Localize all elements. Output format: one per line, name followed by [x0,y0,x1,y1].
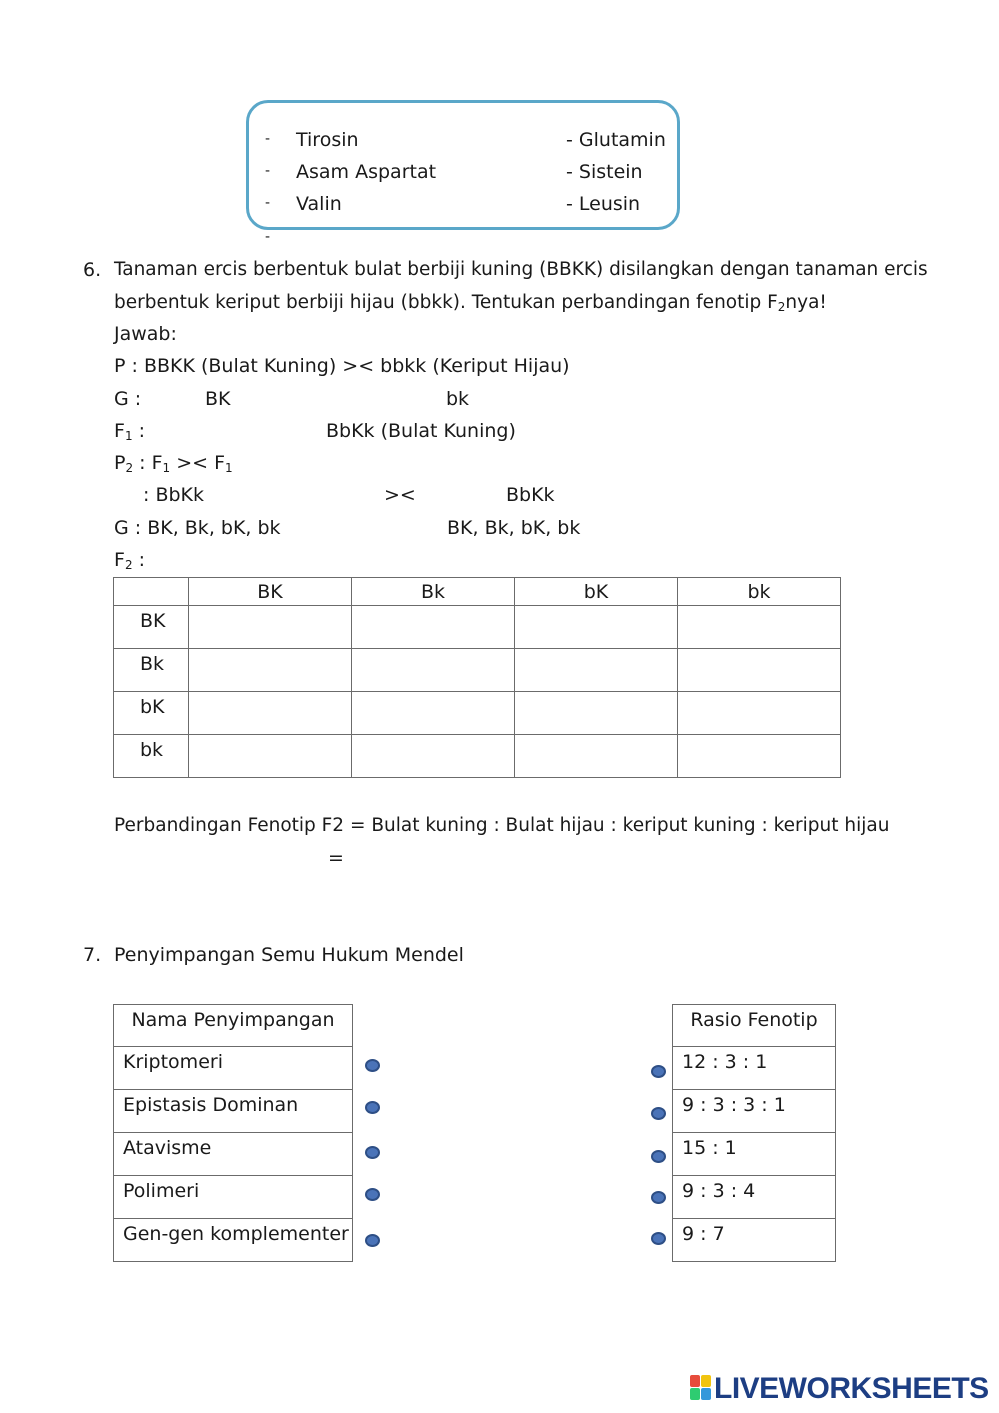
deviation-item: Epistasis Dominan [114,1090,353,1133]
punnett-col-header: BK [189,578,352,606]
ratio-item: 9 : 3 : 4 [673,1176,836,1219]
logo-blocks-icon [690,1375,712,1401]
bullet-dash: - [265,195,271,211]
q6-question-line1: Tanaman ercis berbentuk bulat berbiji kuning (BBKK) disilangkan dengan tanaman ercis [114,259,928,280]
punnett-col-header: bK [515,578,678,606]
amino-left-item: Valin [296,193,342,215]
match-dot-right[interactable] [651,1191,666,1204]
punnett-cell[interactable] [352,649,515,692]
punnett-cell[interactable] [678,692,841,735]
punnett-cell[interactable] [515,649,678,692]
f2-label: $F_2$ : [114,549,146,572]
match-dot-right[interactable] [651,1107,666,1120]
phenotype-ratio-table [672,1004,836,1262]
punnett-row-header: BK [114,606,189,649]
match-dot-left[interactable] [365,1188,380,1201]
punnett-row-header: bK [114,692,189,735]
punnett-cell[interactable] [189,606,352,649]
punnett-col-header: bk [678,578,841,606]
amino-right-item: - Sistein [566,161,643,183]
match-dot-left[interactable] [365,1059,380,1072]
punnett-cell[interactable] [678,735,841,778]
logo-text: LIVEWORKSHEETS [714,1372,989,1405]
match-dot-left[interactable] [365,1146,380,1159]
punnett-col-header: Bk [352,578,515,606]
parent-cross-line: P : BBKK (Bulat Kuning) >< bbkk (Keriput Hijau) [114,355,570,377]
punnett-cell[interactable] [515,606,678,649]
amino-left-item: Tirosin [296,129,359,151]
match-dot-left[interactable] [365,1234,380,1247]
q6-number: 6. [83,259,102,281]
match-dot-right[interactable] [651,1065,666,1078]
punnett-cell[interactable] [352,692,515,735]
match-dot-right[interactable] [651,1232,666,1245]
match-dot-right[interactable] [651,1150,666,1163]
f1-value: BbKk (Bulat Kuning) [326,420,516,442]
gamete-label: G : [114,388,142,410]
ratio-header: Rasio Fenotip [673,1005,836,1047]
punnett-cell[interactable] [189,649,352,692]
deviation-header: Nama Penyimpangan [114,1005,353,1047]
match-dot-left[interactable] [365,1101,380,1114]
p2-line: $P_2$ : $F_1 >< F_1$ [114,452,233,475]
punnett-cell[interactable] [189,692,352,735]
deviation-item: Atavisme [114,1133,353,1176]
gamete-right: bk [446,388,470,410]
bullet-dash: - [265,131,271,147]
q7-number: 7. [83,944,102,966]
punnett-cell[interactable] [189,735,352,778]
q7-title: Penyimpangan Semu Hukum Mendel [114,944,464,966]
deviation-name-table [113,1004,353,1262]
f1-label: $F_1$ : [114,420,146,443]
cross-symbol: >< [384,484,416,506]
ratio-item: 9 : 3 : 3 : 1 [673,1090,836,1133]
punnett-corner [114,578,189,606]
punnett-row-header: Bk [114,649,189,692]
ratio-item: 9 : 7 [673,1219,836,1262]
gamete-left: BK [205,388,231,410]
q6-question-line2: berbentuk keriput berbiji hijau (bbkk). Tentukan perbandingan fenotip $F_2nya$! [114,292,827,314]
phenotype-ratio-line: Perbandingan Fenotip F2 = Bulat kuning : Bulat hijau : keriput kuning : keriput hijau [114,815,890,836]
bullet-dash: - [265,229,271,245]
gamete2-left: G : BK, Bk, bK, bk [114,517,281,539]
jawab-label: Jawab: [114,323,177,345]
punnett-cell[interactable] [352,735,515,778]
cross-right: BbKk [506,484,555,506]
deviation-item: Kriptomeri [114,1047,353,1090]
punnett-row-header: bk [114,735,189,778]
deviation-item: Gen-gen komplementer [114,1219,353,1262]
punnett-cell[interactable] [352,606,515,649]
punnett-cell[interactable] [515,692,678,735]
punnett-cell[interactable] [515,735,678,778]
punnett-cell[interactable] [678,606,841,649]
ratio-item: 12 : 3 : 1 [673,1047,836,1090]
ratio-item: 15 : 1 [673,1133,836,1176]
cross-left: : BbKk [143,484,204,506]
punnett-square [113,577,841,778]
ratio-equals: = [328,847,344,869]
amino-right-item: - Leusin [566,193,641,215]
liveworksheets-logo [690,1372,989,1406]
bullet-dash: - [265,163,271,179]
amino-right-item: - Glutamin [566,129,666,151]
amino-left-item: Asam Aspartat [296,161,437,183]
gamete2-right: BK, Bk, bK, bk [447,517,581,539]
deviation-item: Polimeri [114,1176,353,1219]
punnett-cell[interactable] [678,649,841,692]
